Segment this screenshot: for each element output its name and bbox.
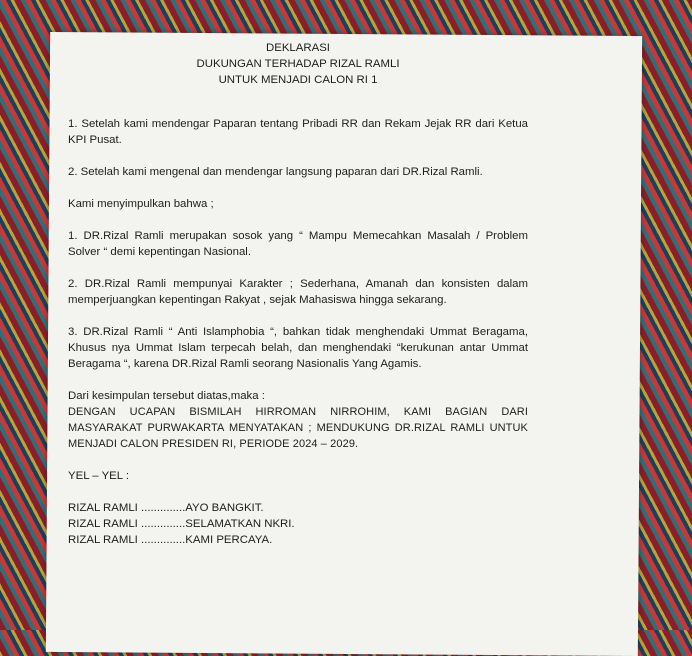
point-1: 1. Setelah kami mendengar Paparan tentang Pribadi RR dan Rekam Jejak RR dari Ketua KPI Pusat. [68, 118, 528, 146]
yel-line-1: RIZAL RAMLI ..............AYO BANGKIT. [68, 502, 264, 514]
declaration-document [68, 40, 528, 548]
summary-intro: Dari kesimpulan tersebut diatas,maka : [68, 390, 265, 402]
conclusion-2: 2. DR.Rizal Ramli mempunyai Karakter ; Sederhana, Amanah dan konsisten dalam memperjuangkan kepentingan Rakyat , sejak Mahasiswa hingga sekarang. [68, 278, 528, 306]
yel-title: YEL – YEL : [68, 470, 130, 482]
declaration-statement: DENGAN UCAPAN BISMILAH HIRROMAN NIRROHIM, KAMI BAGIAN DARI MASYARAKAT PURWAKARTA MENYATAKAN ; MENDUKUNG DR.RIZAL RAMLI UNTUK MENJADI CALON PRESIDEN RI, PERIODE 2024 – 2029. [68, 406, 528, 450]
header-subtitle: DUKUNGAN TERHADAP RIZAL RAMLI [196, 58, 400, 70]
yel-line-2: RIZAL RAMLI ..............SELAMATKAN NKRI. [68, 518, 295, 530]
yel-list [68, 500, 528, 548]
conclusion-intro: Kami menyimpulkan bahwa ; [68, 198, 214, 210]
conclusion-1: 1. DR.Rizal Ramli merupakan sosok yang “ Mampu Memecahkan Masalah / Problem Solver “ demi kepentingan Nasional. [68, 230, 528, 258]
header-subtitle-2: UNTUK MENJADI CALON RI 1 [218, 74, 378, 86]
document-header [68, 40, 528, 88]
yel-line-3: RIZAL RAMLI ..............KAMI PERCAYA. [68, 534, 273, 546]
point-2: 2. Setelah kami mengenal dan mendengar langsung paparan dari DR.Rizal Ramli. [68, 166, 483, 178]
header-title: DEKLARASI [266, 42, 330, 54]
conclusion-3: 3. DR.Rizal Ramli “ Anti Islamphobia “, bahkan tidak menghendaki Ummat Beragama, Khusus nya Ummat Islam terpecah belah, dan menghendaki “kerukunan antar Ummat Beragama “, karena DR.Rizal Ramli seorang Nasionalis Yang Agamis. [68, 326, 528, 370]
